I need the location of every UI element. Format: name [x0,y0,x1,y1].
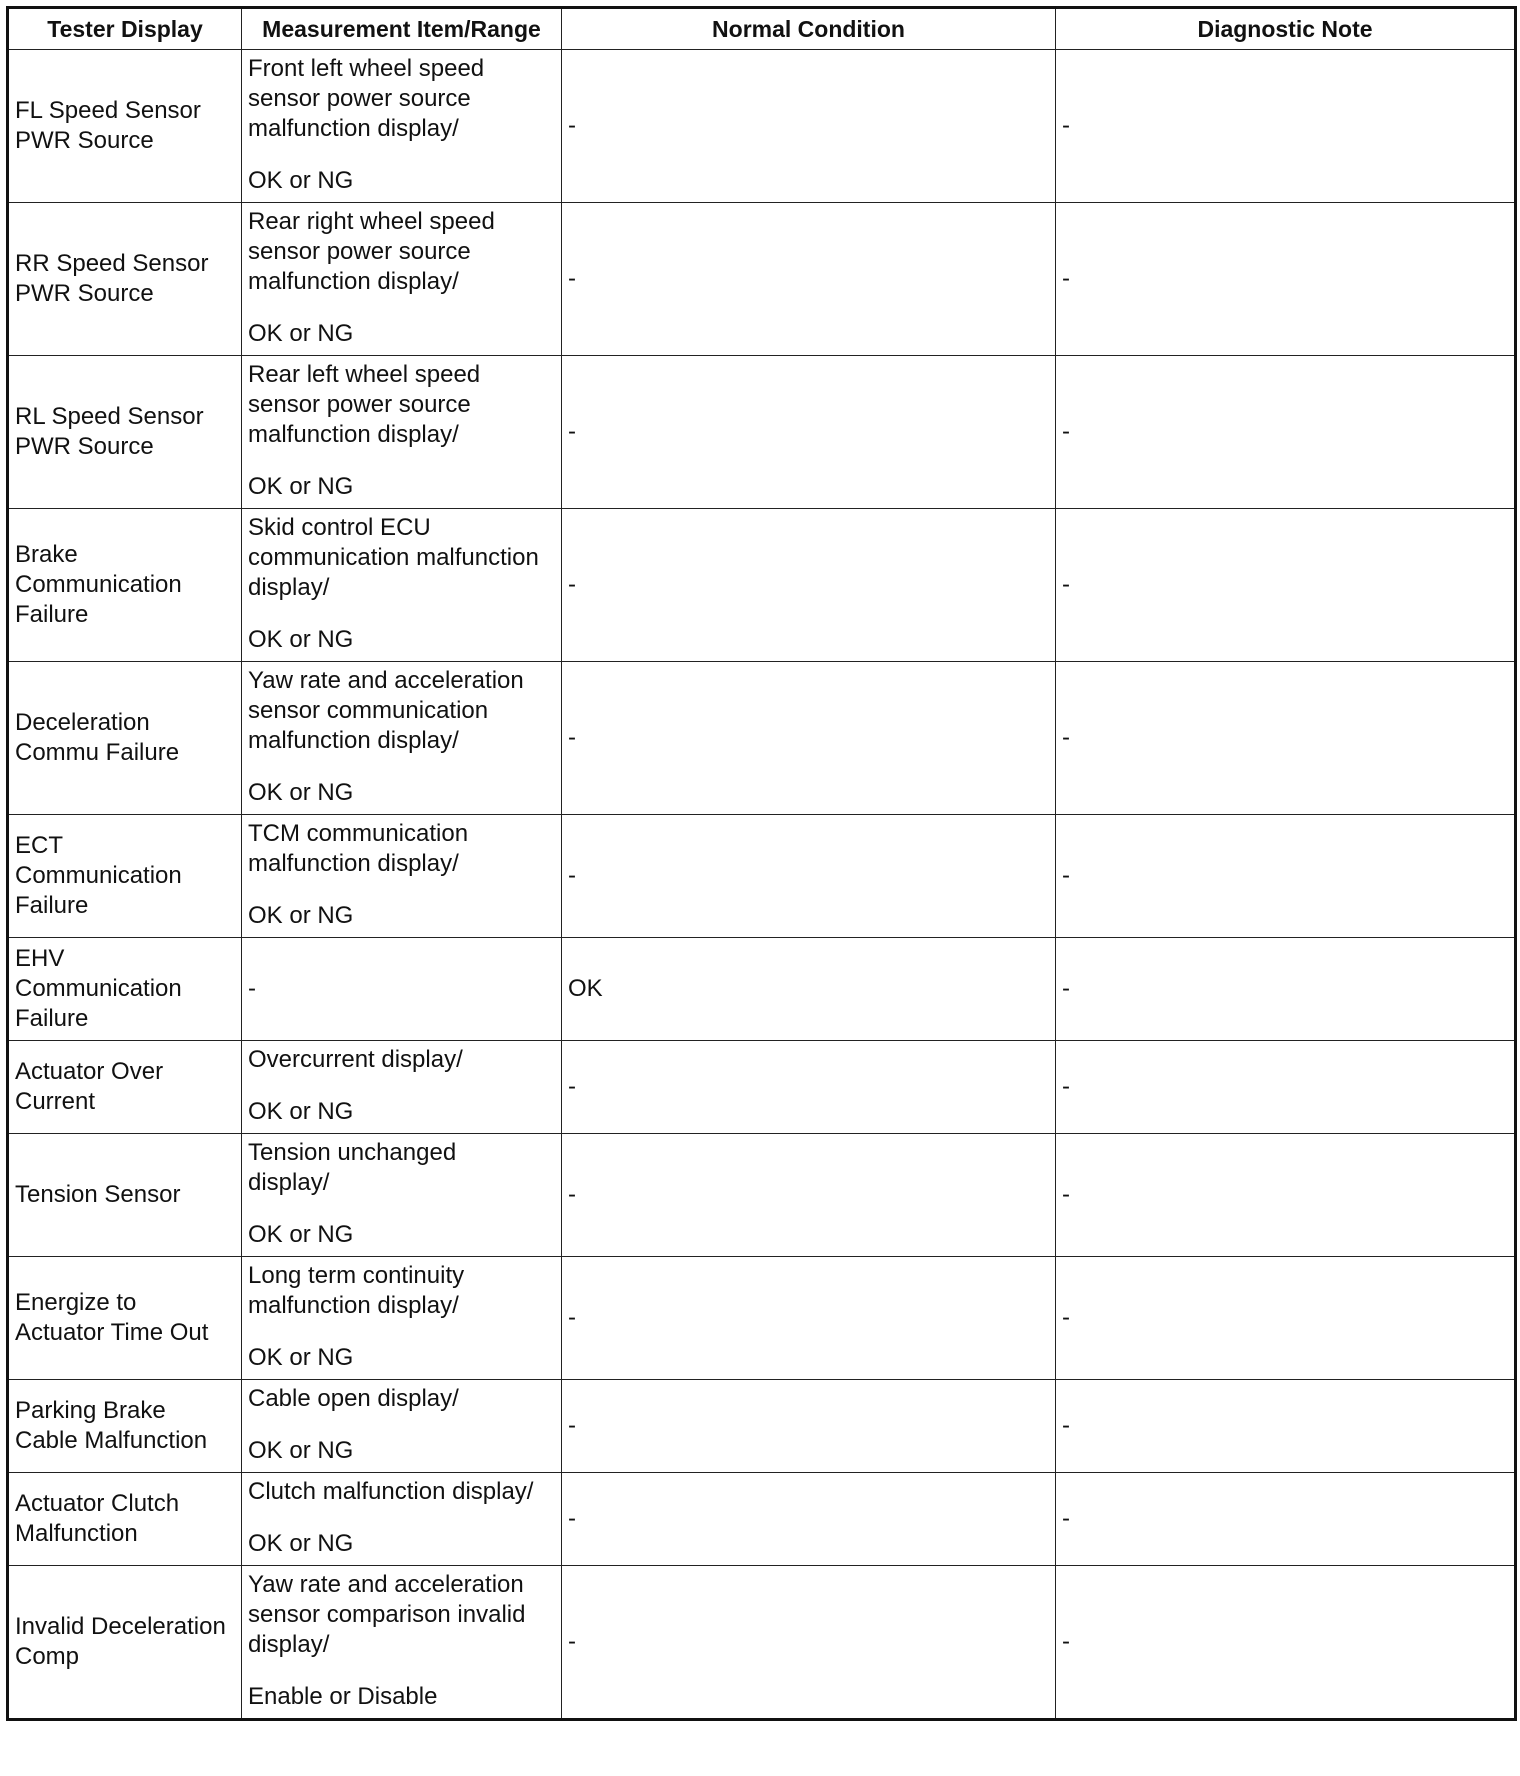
data-list-table [6,6,1517,1721]
measurement-item: Rear left wheel speed sensor power source malfunction display/ [248,361,481,448]
measurement-range: OK or NG [248,1221,354,1248]
measurement-cell [242,1473,562,1566]
tester-display-cell: Parking Brake Cable Malfunction [8,1380,242,1473]
measurement-range: OK or NG [248,626,354,653]
diagnostic-note-cell: - [1056,662,1516,815]
diagnostic-note-cell: - [1056,509,1516,662]
table-row [8,1473,1516,1566]
measurement-item: Front left wheel speed sensor power source malfunction display/ [248,55,485,142]
normal-condition-cell: - [562,1380,1056,1473]
table-row [8,50,1516,203]
measurement-item: Cable open display/ [248,1385,459,1412]
measurement-range: OK or NG [248,1530,354,1557]
diagnostic-note-cell: - [1056,1566,1516,1720]
measurement-range: OK or NG [248,473,354,500]
measurement-cell [242,938,562,1041]
measurement-range: Enable or Disable [248,1683,438,1710]
table-row [8,1380,1516,1473]
measurement-item: Yaw rate and acceleration sensor comparison invalid display/ [248,1571,526,1658]
tester-display-cell: Tension Sensor [8,1134,242,1257]
measurement-item: Tension unchanged display/ [248,1139,457,1196]
table-row [8,662,1516,815]
table-header-row [8,8,1516,50]
measurement-cell [242,1566,562,1720]
measurement-range: OK or NG [248,167,354,194]
measurement-cell [242,662,562,815]
diagnostic-note-cell: - [1056,1041,1516,1134]
measurement-cell [242,1134,562,1257]
header-normal-condition: Normal Condition [562,8,1056,50]
diagnostic-note-cell: - [1056,1473,1516,1566]
header-diagnostic-note: Diagnostic Note [1056,8,1516,50]
tester-display-cell: EHV Communication Failure [8,938,242,1041]
table-row [8,509,1516,662]
normal-condition-cell: - [562,1566,1056,1720]
tester-display-cell: RL Speed Sensor PWR Source [8,356,242,509]
tester-display-cell: Energize to Actuator Time Out [8,1257,242,1380]
measurement-cell [242,356,562,509]
diagnostic-note-cell: - [1056,356,1516,509]
table-row [8,815,1516,938]
tester-display-cell: Invalid Deceleration Comp [8,1566,242,1720]
normal-condition-cell: - [562,1041,1056,1134]
measurement-range: OK or NG [248,1098,354,1125]
table-row [8,356,1516,509]
measurement-range: OK or NG [248,1437,354,1464]
normal-condition-cell: - [562,662,1056,815]
measurement-range: OK or NG [248,1344,354,1371]
measurement-item: Clutch malfunction display/ [248,1478,534,1505]
header-measurement-item-range: Measurement Item/Range [242,8,562,50]
normal-condition-cell: - [562,509,1056,662]
normal-condition-cell: - [562,356,1056,509]
normal-condition-cell: - [562,1473,1056,1566]
diagnostic-note-cell: - [1056,1380,1516,1473]
measurement-cell [242,1041,562,1134]
measurement-item: Rear right wheel speed sensor power source malfunction display/ [248,208,495,295]
diagnostic-note-cell: - [1056,203,1516,356]
diagnostic-table-container [6,6,1514,1721]
measurement-range: OK or NG [248,902,354,929]
normal-condition-cell: OK [562,938,1056,1041]
header-tester-display: Tester Display [8,8,242,50]
normal-condition-cell: - [562,1134,1056,1257]
table-row [8,1257,1516,1380]
normal-condition-cell: - [562,50,1056,203]
measurement-cell [242,50,562,203]
table-row [8,203,1516,356]
normal-condition-cell: - [562,203,1056,356]
table-row [8,938,1516,1041]
measurement-item: TCM communication malfunction display/ [248,820,469,877]
diagnostic-note-cell: - [1056,50,1516,203]
measurement-item: Skid control ECU communication malfunction display/ [248,514,539,601]
tester-display-cell: Brake Communication Failure [8,509,242,662]
measurement-item: Overcurrent display/ [248,1046,463,1073]
tester-display-cell: Deceleration Commu Failure [8,662,242,815]
tester-display-cell: FL Speed Sensor PWR Source [8,50,242,203]
tester-display-cell: Actuator Clutch Malfunction [8,1473,242,1566]
measurement-cell [242,1257,562,1380]
table-row [8,1041,1516,1134]
diagnostic-note-cell: - [1056,815,1516,938]
table-row [8,1134,1516,1257]
tester-display-cell: Actuator Over Current [8,1041,242,1134]
measurement-item: Long term continuity malfunction display/ [248,1262,465,1319]
measurement-item: Yaw rate and acceleration sensor communication malfunction display/ [248,667,524,754]
tester-display-cell: ECT Communication Failure [8,815,242,938]
diagnostic-note-cell: - [1056,938,1516,1041]
diagnostic-note-cell: - [1056,1257,1516,1380]
measurement-cell [242,509,562,662]
measurement-range: OK or NG [248,779,354,806]
diagnostic-note-cell: - [1056,1134,1516,1257]
measurement-item: - [248,975,256,1002]
measurement-range: OK or NG [248,320,354,347]
measurement-cell [242,203,562,356]
table-row [8,1566,1516,1720]
measurement-cell [242,1380,562,1473]
normal-condition-cell: - [562,815,1056,938]
tester-display-cell: RR Speed Sensor PWR Source [8,203,242,356]
normal-condition-cell: - [562,1257,1056,1380]
measurement-cell [242,815,562,938]
